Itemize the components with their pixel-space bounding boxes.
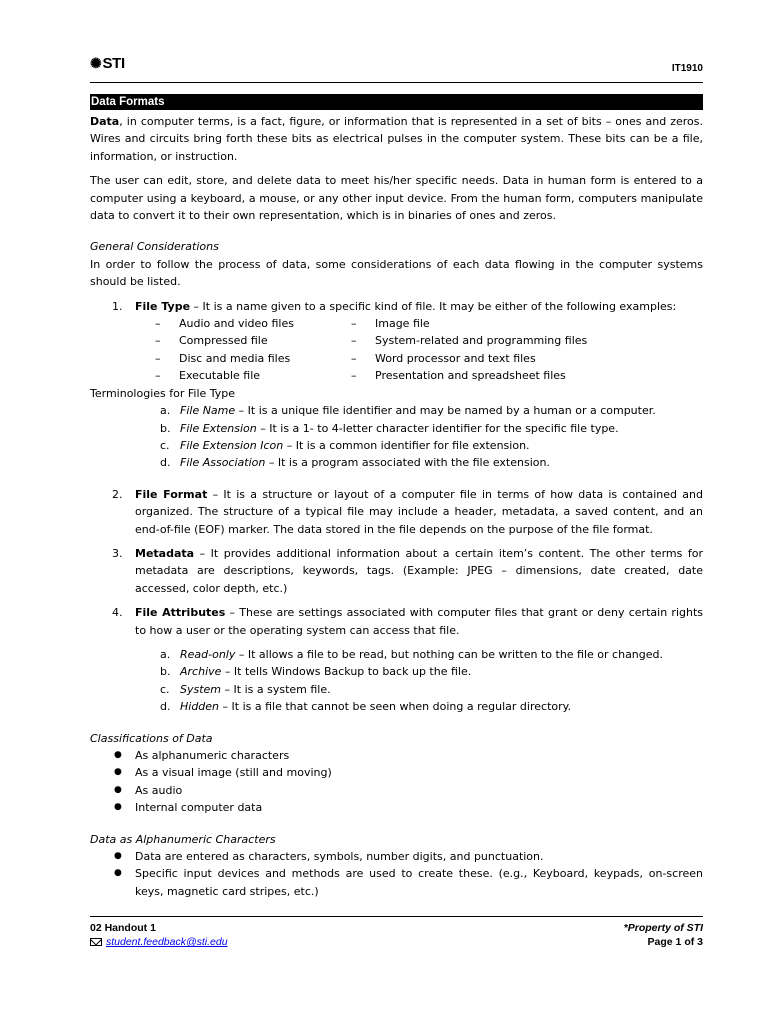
classifications-list (90, 747, 703, 817)
item-text: – It is a structure or layout of a computer file in terms of how data is contained and organized. The structure of a typical file may include a header, metadata, a saved content, and an end-of-file (EOF) marker. The data stored in the file depends on the purpose of the file format. (135, 487, 703, 536)
list-item: a. Read-only – It allows a file to be read, but nothing can be written to the file or changed. (160, 647, 664, 661)
alphanumeric-list (90, 848, 703, 900)
mail-icon (90, 938, 102, 946)
page-footer (90, 916, 703, 948)
general-considerations-text: In order to follow the process of data, some considerations of each data flowing in the computer systems should be listed. (90, 257, 703, 289)
list-item-file-format (90, 486, 703, 538)
list-item-file-type (90, 298, 703, 315)
page-number: Page 1 of 3 (647, 936, 703, 948)
sti-logo-text: STI (102, 55, 125, 72)
classifications-heading: Classifications of Data (90, 731, 213, 745)
section-title: Data Formats (90, 94, 703, 110)
list-item: – Word processor and text files (351, 351, 536, 365)
intro-text: , in computer terms, is a fact, figure, or information that is represented in a set of bits – ones and zeros. Wires and circuits bring forth these bits as electrical pulses in the computer system. These bits can be a file, information, or instruction. (90, 115, 703, 163)
list-item: a. File Name – It is a unique file identifier and may be named by a human or a computer. (160, 404, 656, 418)
list-item: b. Archive – It tells Windows Backup to back up the file. (160, 665, 472, 679)
footer-left (90, 921, 228, 949)
list-item: – Executable file (155, 369, 261, 383)
list-item-file-attributes (90, 604, 703, 639)
intro-paragraph-1 (90, 113, 703, 165)
item-term: Metadata (135, 546, 195, 560)
alphanumeric-heading: Data as Alphanumeric Characters (90, 832, 276, 846)
item-number: 1. (112, 299, 123, 313)
list-item: c. System – It is a system file. (160, 682, 331, 696)
list-item: – Image file (351, 317, 430, 331)
item-number: 3. (112, 546, 123, 560)
item-text: – These are settings associated with computer files that grant or deny certain rights to how a user or the operating system can access that file. (135, 606, 703, 637)
item-number: 2. (112, 487, 123, 501)
handout-label: 02 Handout 1 (90, 922, 156, 934)
property-notice: *Property of STI (623, 922, 703, 934)
list-item: – Compressed file (155, 334, 268, 348)
item-text: – It is a name given to a specific kind of file. It may be either of the following examples: (190, 299, 677, 313)
sti-logo-icon: ✺ (90, 55, 102, 71)
list-item: – System-related and programming files (351, 334, 588, 348)
list-item: ● As a visual image (still and moving) (114, 766, 332, 780)
file-type-examples (155, 315, 703, 385)
list-item: ● Data are entered as characters, symbols, number digits, and punctuation. (114, 850, 544, 864)
list-item: ● As audio (114, 783, 183, 797)
list-item: ● Specific input devices and methods are used to create these. (e.g., Keyboard, keypads, on-screen keys, magnetic card stripes, etc.) (114, 867, 703, 898)
list-item: d. File Association – It is a program associated with the file extension. (160, 456, 550, 470)
list-item: – Presentation and spreadsheet files (351, 369, 566, 383)
sti-logo (90, 55, 125, 72)
terminologies-list (160, 402, 703, 472)
feedback-email-row (90, 935, 228, 949)
attributes-list (160, 646, 703, 716)
footer-right (624, 921, 703, 949)
item-term: File Attributes (135, 606, 226, 620)
document-body (90, 113, 703, 900)
list-item-metadata (90, 545, 703, 597)
intro-term: Data (90, 115, 120, 128)
terminologies-heading: Terminologies for File Type (90, 386, 236, 400)
list-item: b. File Extension – It is a 1- to 4-letter character identifier for the specific file type. (160, 421, 619, 435)
general-considerations-heading: General Considerations (90, 240, 219, 254)
document-code: IT1910 (671, 63, 703, 74)
item-term: File Type (135, 299, 191, 313)
intro-paragraph-2: The user can edit, store, and delete data to meet his/her specific needs. Data in human form is entered to a computer using a keyboard, a mouse, or any other input device. From the human form, computers manipulate data to convert it to their own representation, which is in binaries of ones and zeros. (90, 174, 703, 223)
list-item: – Disc and media files (155, 351, 291, 365)
list-item: ● As alphanumeric characters (114, 749, 290, 762)
list-item: – Audio and video files (155, 317, 294, 331)
list-item: c. File Extension Icon – It is a common identifier for file extension. (160, 438, 530, 452)
list-item: ● Internal computer data (114, 801, 263, 815)
item-term: File Format (135, 487, 208, 501)
list-item: d. Hidden – It is a file that cannot be seen when doing a regular directory. (160, 700, 572, 714)
item-text: – It provides additional information about a certain item’s content. The other terms for metadata are descriptions, keywords, tags. (Example: JPEG – dimensions, date created, date accessed, color depth, etc.) (135, 546, 703, 595)
item-number: 4. (112, 606, 123, 620)
page-header (90, 50, 703, 83)
feedback-email-link[interactable]: student.feedback@sti.edu (106, 936, 228, 948)
